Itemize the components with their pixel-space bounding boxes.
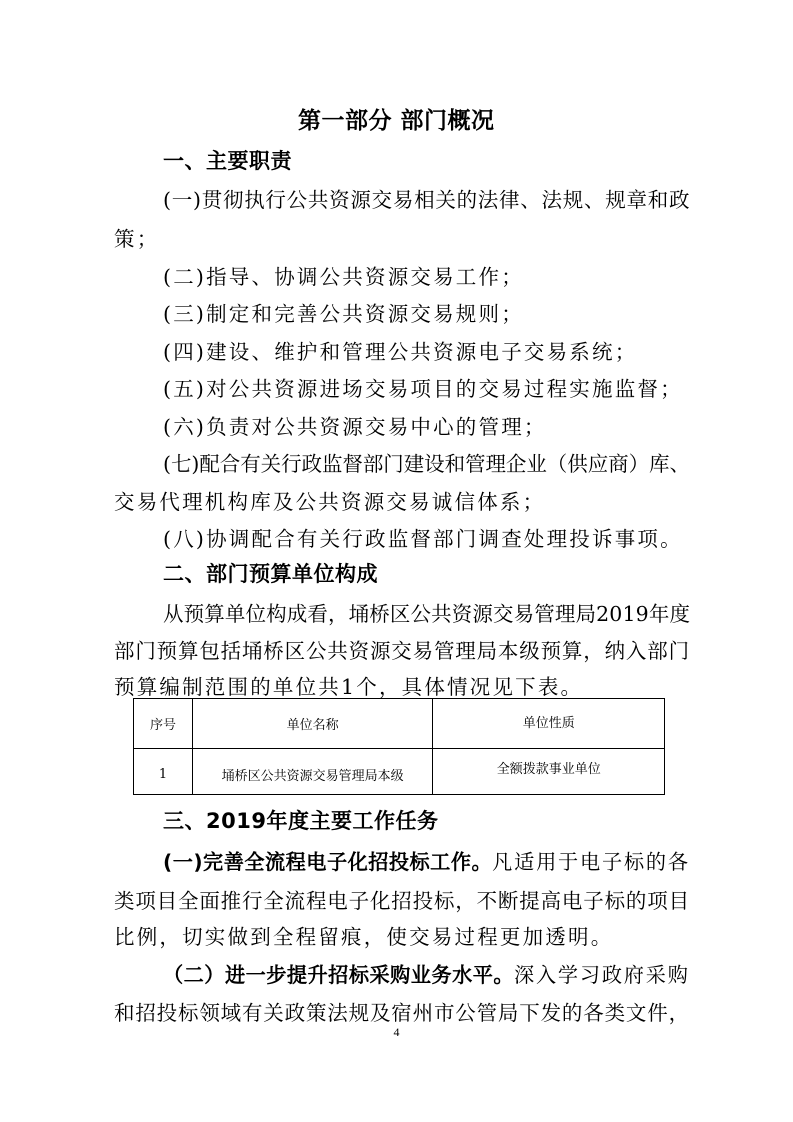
table-header-unit-name: 单位名称	[192, 699, 433, 749]
task-2-text: 深入学习政府采购	[514, 963, 690, 987]
task-1-line-3: 比例，切实做到全程留痕，使交易过程更加透明。	[114, 925, 614, 949]
units-paragraph-line-3: 预算编制范围的单位共1个，具体情况见下表。	[114, 675, 584, 699]
task-1-line-2: 类项目全面推行全流程电子化招投标，不断提高电子标的项目	[114, 889, 690, 913]
duty-item-6: (六)负责对公共资源交易中心的管理；	[163, 415, 547, 439]
task-2-title: （二）进一步提升招标采购业务水平。	[163, 963, 515, 987]
duty-item-5: (五)对公共资源进场交易项目的交易过程实施监督；	[163, 377, 683, 401]
duty-item-4: (四)建设、维护和管理公共资源电子交易系统；	[163, 340, 638, 364]
table-header-unit-type: 单位性质	[433, 699, 665, 749]
duty-item-7-cont: 交易代理机构库及公共资源交易诚信体系；	[114, 490, 546, 514]
duty-item-8: (八)协调配合有关行政监督部门调查处理投诉事项。	[163, 527, 683, 551]
task-1-line-1	[163, 845, 690, 875]
table-cell-unit-type: 全额拨款事业单位	[433, 749, 665, 795]
task-1-text: 凡适用于电子标的各	[492, 850, 690, 874]
units-paragraph-line-1: 从预算单位构成看，埇桥区公共资源交易管理局2019年度	[163, 602, 691, 626]
table-cell-unit-name: 埇桥区公共资源交易管理局本级	[192, 749, 433, 795]
table-row	[134, 749, 665, 795]
section-heading-tasks: 三、2019年度主要工作任务	[163, 809, 439, 833]
section-heading-duties: 一、主要职责	[163, 149, 292, 173]
duty-item-7: (七)配合有关行政监督部门建设和管理企业（供应商）库、	[163, 452, 690, 476]
duty-item-1: (一)贯彻执行公共资源交易相关的法律、法规、规章和政	[163, 188, 691, 212]
duty-item-2: (二)指导、协调公共资源交易工作；	[163, 265, 524, 289]
table-cell-index: 1	[134, 749, 193, 795]
duty-item-3: (三)制定和完善公共资源交易规则；	[163, 302, 524, 326]
units-table	[133, 698, 665, 795]
table-header-index: 序号	[134, 699, 193, 749]
page-number: 4	[393, 1025, 400, 1039]
task-2-line-1	[163, 958, 690, 988]
section-heading-units: 二、部门预算单位构成	[163, 562, 378, 586]
task-1-title: (一)完善全流程电子化招投标工作。	[163, 850, 493, 874]
units-paragraph-line-2: 部门预算包括埇桥区公共资源交易管理局本级预算，纳入部门	[114, 639, 690, 663]
task-2-line-2: 和招投标领域有关政策法规及宿州市公管局下发的各类文件，	[114, 1001, 690, 1025]
duty-item-1-cont: 策；	[114, 227, 160, 251]
table-header-row	[134, 699, 665, 749]
page-title: 第一部分 部门概况	[298, 108, 495, 134]
